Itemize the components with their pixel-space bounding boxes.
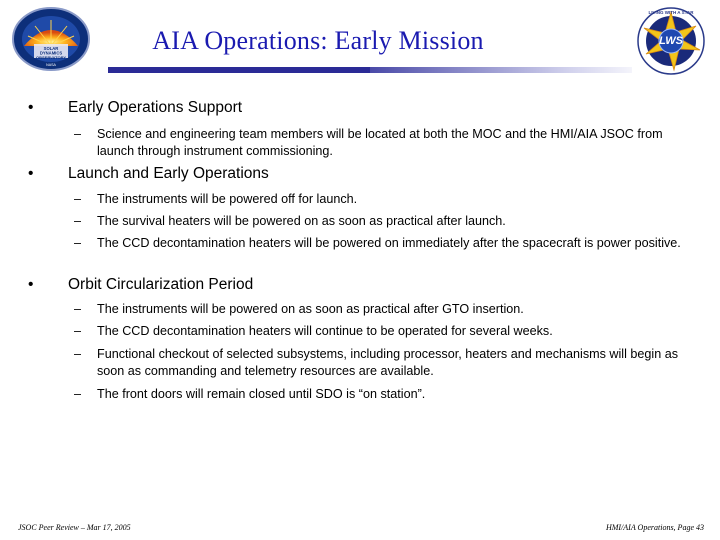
bullet-dot: • [28, 99, 34, 116]
sub-bullet-text: Functional checkout of selected subsystems, including processor, heaters and mechanisms will begin as soon as commanding and telemetry resources are available. [97, 347, 679, 378]
sub-bullet [74, 323, 684, 340]
sub-bullet-text: The CCD decontamination heaters will continue to be operated for several weeks. [97, 324, 553, 338]
sub-bullet [74, 301, 684, 318]
sub-bullet [74, 126, 684, 159]
sub-bullet [74, 386, 684, 403]
svg-text:NASA: NASA [46, 63, 56, 67]
sub-bullet-dash: – [74, 214, 82, 228]
svg-text:LIVING WITH A STAR: LIVING WITH A STAR [648, 10, 694, 15]
sub-bullet-dash: – [74, 387, 82, 401]
sub-bullet-text: The CCD decontamination heaters will be powered on immediately after the spacecraft is power positive. [97, 236, 681, 250]
sub-bullet-text: The survival heaters will be powered on as soon as practical after launch. [97, 214, 506, 228]
sub-bullet-dash: – [74, 192, 82, 206]
sub-bullet-dash: – [74, 302, 82, 316]
sub-bullet-text: The front doors will remain closed until SDO is “on station”. [97, 387, 426, 401]
slide-title: AIA Operations: Early Mission [152, 26, 484, 55]
bullet-text: Orbit Circularization Period [68, 276, 254, 293]
sub-bullet [74, 235, 684, 252]
sub-bullet-dash: – [74, 236, 82, 250]
svg-text:LWS: LWS [659, 35, 683, 47]
bullet-dot: • [28, 165, 34, 182]
sub-bullet-text: The instruments will be powered on as soon as practical after GTO insertion. [97, 302, 524, 316]
sub-bullet-dash: – [74, 324, 82, 338]
bullet-dot: • [28, 276, 34, 293]
sub-bullet-dash: – [74, 347, 82, 361]
svg-text:DYNAMICS: DYNAMICS [39, 50, 63, 56]
sub-bullet-text: Science and engineering team members will be located at both the MOC and the HMI/AIA JSOC from launch through instrument commissioning. [97, 127, 663, 158]
svg-text:SOLAR: SOLAR [43, 46, 59, 51]
sub-bullet [74, 191, 684, 208]
svg-text:OBSERVATORY: OBSERVATORY [35, 55, 67, 60]
footer-page-number: HMI/AIA Operations, Page 43 [605, 523, 704, 532]
bullet-text: Early Operations Support [68, 99, 243, 116]
sub-bullet [74, 213, 684, 230]
sub-bullet-text: The instruments will be powered off for launch. [97, 192, 358, 206]
footer-left: JSOC Peer Review – Mar 17, 2005 [18, 523, 131, 532]
sub-bullet [74, 346, 684, 379]
sub-bullet-dash: – [74, 127, 82, 141]
bullet-text: Launch and Early Operations [68, 165, 269, 182]
